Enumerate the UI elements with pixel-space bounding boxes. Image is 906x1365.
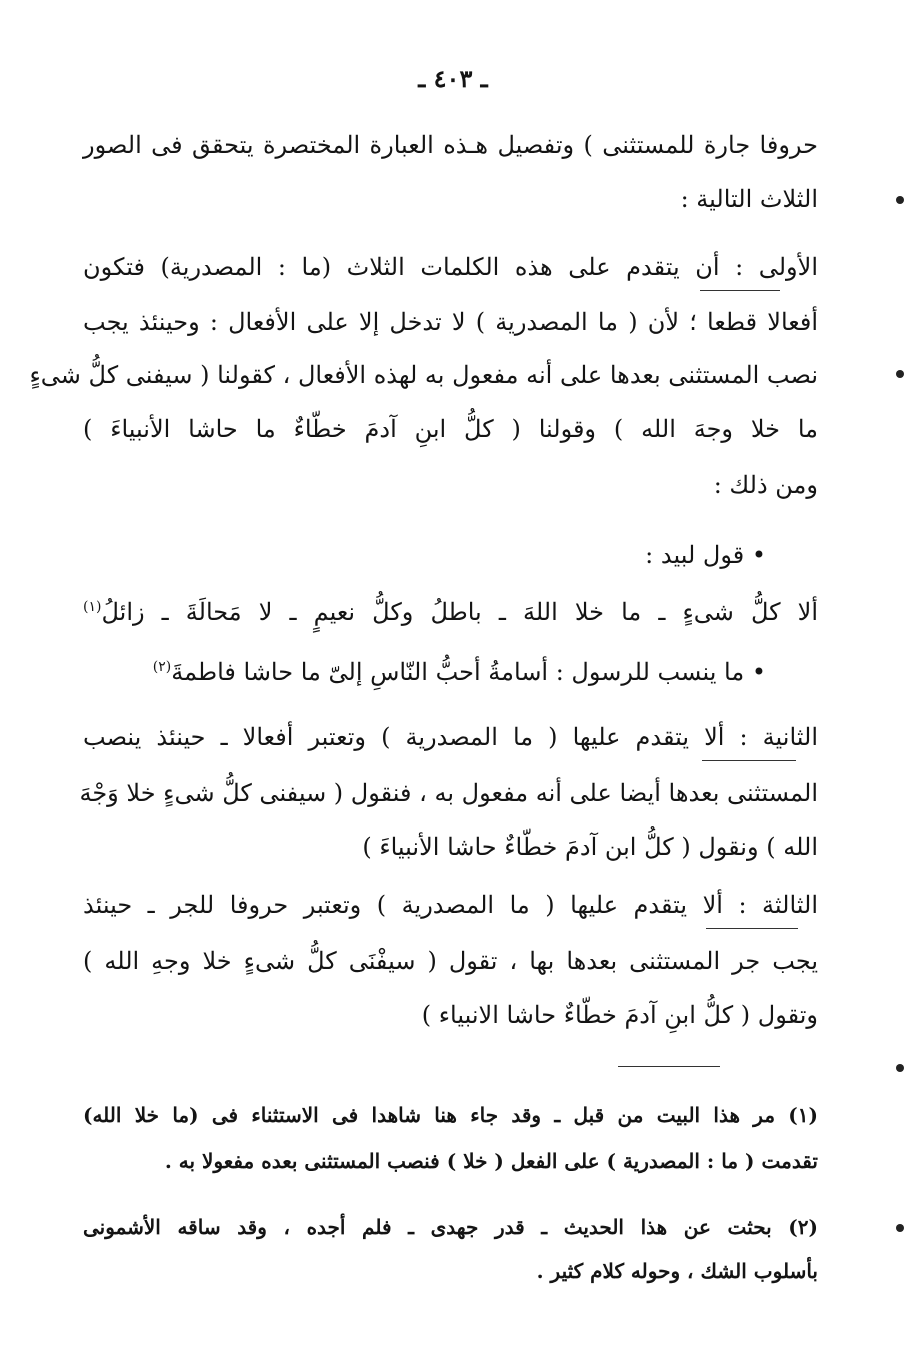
text-line: الأولى : أن يتقدم على هذه الكلمات الثلاث (ما : المصدرية) فتكون: [83, 253, 818, 281]
text-line: أفعالا قطعا ؛ لأن ( ما المصدرية ) لا تدخل إلا على الأفعال : وحينئذ يجب: [83, 308, 818, 336]
text-line: المستثنى بعدها أيضا على أنه مفعول به ، فنقول ( سيفنى كلُّ شىءٍ خلا وَجْهَ: [79, 779, 818, 807]
margin-mark: [896, 196, 904, 204]
text-line: الثالثة : ألا يتقدم عليها ( ما المصدرية ) وتعتبر حروفا للجر ـ حينئذ: [83, 891, 818, 919]
heading-underline: [706, 928, 798, 929]
page-number: ـ ٤٠٣ ـ: [418, 64, 488, 93]
text-line: الثلاث التالية :: [680, 185, 818, 213]
footnote-line: تقدمت ( ما : المصدرية ) على الفعل ( خلا ) فنصب المستثنى بعده مفعولا به .: [164, 1149, 818, 1173]
text-line: ما خلا وجهَ الله ) وقولنا ( كلُّ ابنِ آدمَ خطّاءٌ ما حاشا الأنبياءَ ): [83, 415, 818, 443]
margin-mark: [896, 1224, 904, 1232]
verse-text: ألا كلُّ شىءٍ ـ ما خلا اللهَ ـ باطلُ وكلُّ نعيمٍ ـ لا مَحالَةَ ـ زائلُ: [101, 598, 818, 626]
footnote-line: (١) مر هذا البيت من قبل ـ وقد جاء هنا شاهدا فى الاستثناء فى (ما خلا الله): [83, 1103, 818, 1127]
text-line: نصب المستثنى بعدها على أنه مفعول به لهذه الأفعال ، كقولنا ( سيفنى كلُّ شىءٍ: [29, 361, 818, 389]
text-line: الله ) ونقول ( كلُّ ابن آدمَ خطّاءٌ حاشا الأنبياءَ ): [362, 833, 818, 861]
heading-underline: [702, 760, 796, 761]
text-line: ومن ذلك :: [713, 471, 818, 499]
verse-line: [83, 590, 818, 629]
heading-underline: [700, 290, 780, 291]
hadith-text: • ما ينسب للرسول : أسامةُ أحبُّ النّاسِ إلىّ ما حاشا فاطمةَ: [171, 658, 766, 686]
margin-mark: [896, 1064, 904, 1072]
bullet-line: • قول لبيد :: [645, 541, 766, 569]
text-line: حروفا جارة للمستثنى ) وتفصيل هـذه العبارة المختصرة يتحقق فى الصور: [83, 131, 818, 159]
footnote-marker-1: (١): [83, 599, 102, 615]
text-line: وتقول ( كلُّ ابنِ آدمَ خطّاءٌ حاشا الانبياء ): [421, 1001, 818, 1029]
footnote-marker-2: (٢): [152, 659, 172, 675]
footnote-separator: [618, 1066, 720, 1067]
footnote-line: بأسلوب الشك ، وحوله كلام كثير .: [536, 1259, 818, 1283]
bullet-line: [83, 650, 766, 689]
footnote-line: (٢) بحثت عن هذا الحديث ـ قدر جهدى ـ فلم أجده ، وقد ساقه الأشمونى: [83, 1215, 818, 1239]
text-line: يجب جر المستثنى بعدها بها ، تقول ( سيفْنَى كلُّ شىءٍ خلا وجهِ الله ): [83, 947, 818, 975]
text-line: الثانية : ألا يتقدم عليها ( ما المصدرية ) وتعتبر أفعالا ـ حينئذ ينصب: [83, 723, 818, 751]
margin-mark: [896, 370, 904, 378]
